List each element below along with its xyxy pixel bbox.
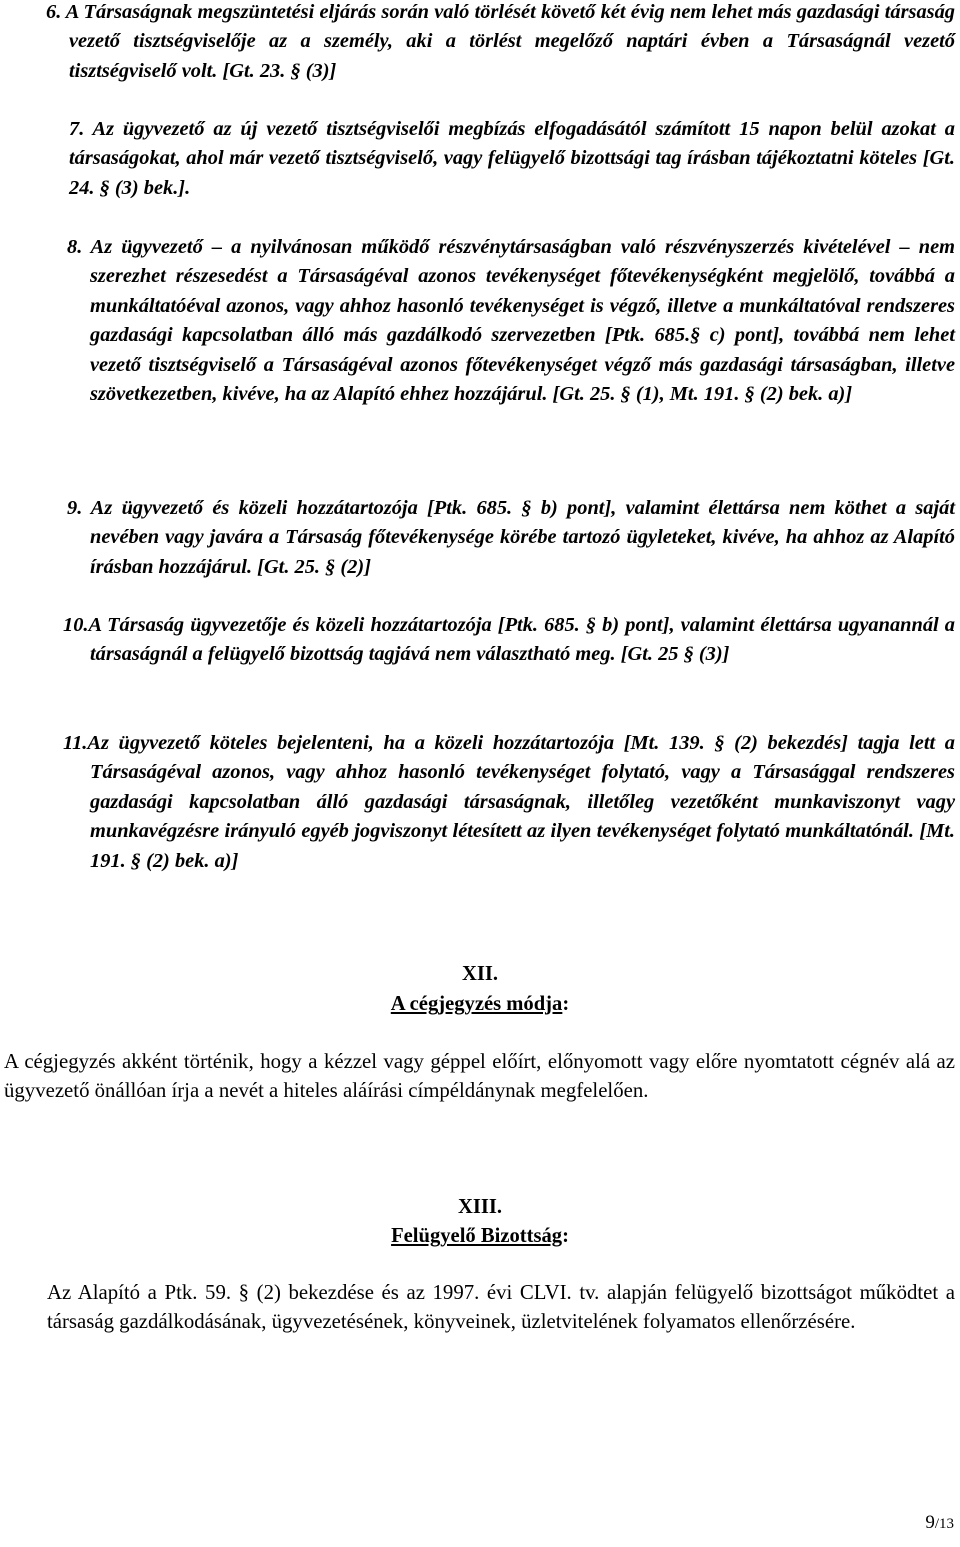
section-xii-title-text: A cégjegyzés módja [390, 993, 563, 1015]
section-xiii-colon: : [562, 1225, 569, 1247]
item-number: 11. [63, 732, 88, 754]
item-number [4, 1278, 47, 1307]
item-number: 6. [46, 1, 62, 23]
item-text: Az ügyvezető köteles bejelenteni, ha a közeli hozzátartozója [Mt. 139. § (2) bekezdés] tagja lett a Társaságéval azonos, vagy ahhoz hasonló tevékenységet folytató, vagy a Társasággal rendszeres gazdasági kapcsolatban álló gazdasági társaságnak, illetőleg vezetőként munkaviszonyt vagy munkavégzésre irányuló egyéb jogviszonyt létesített az ilyen tevékenységet folytató munkáltatónál. [Mt. 191. § (2) bek. a)] [87, 732, 955, 872]
item-text: Az ügyvezető az új vezető tisztségviselői megbízás elfogadásától számított 15 napon belül azokat a társaságokat, ahol már vezető tisztségviselő, vagy felügyelő bizottsági tag írásban tájékoztatni köteles [Gt. 24. § (3) bek.]. [69, 118, 955, 199]
item-text: Az ügyvezető és közeli hozzátartozója [Ptk. 685. § b) pont], valamint élettársa nem köthet a saját nevében vagy javára a Társaság főtevékenysége körébe tartozó ügyleteket, kivéve, ha ahhoz az Alapító írásban hozzájárul. [Gt. 25. § (2)] [90, 497, 955, 578]
item-number: 8. [67, 236, 83, 258]
list-item-7 [69, 115, 955, 203]
section-xii-number: XII. [461, 963, 499, 985]
list-item-11 [63, 729, 955, 876]
section-xii-body: A cégjegyzés akként történik, hogy a kézzel vagy géppel előírt, előnyomott vagy előre nyomtatott cégnév alá az ügyvezető önállóan írja a nevét a hiteles aláírási címpéldánynak megfelelően. [4, 1050, 955, 1103]
item-text: Az Alapító a Ptk. 59. § (2) bekezdése és az 1997. évi CLVI. tv. alapján felügyelő bizottságot működtet a társaság gazdálkodásának, ügyvezetésének, könyveinek, üzletvitelének folyamatos ellenőrzésére. [47, 1281, 955, 1334]
item-text: A Társaság ügyvezetője és közeli hozzátartozója [Ptk. 685. § b) pont], valamint élettársa ugyanannál a társaságnál a felügyelő bizottság tagjává nem választható meg. [Gt. 25 § (3)] [88, 614, 955, 666]
section-xii-colon: : [562, 993, 570, 1015]
section-xiii-title-text: Felügyelő Bizottság [391, 1225, 563, 1247]
list-item-9 [67, 494, 955, 582]
item-text: A Társaságnak megszüntetési eljárás során való törlését követő két évig nem lehet más gazdasági társaság vezető tisztségviselője az a személy, aki a törlést megelőző naptári évben a Társaságnál vezető tisztségviselő volt. [Gt. 23. § (3)] [65, 1, 955, 82]
item-number: 7. [69, 118, 85, 140]
list-item-6 [46, 0, 955, 86]
list-item-10 [63, 611, 955, 670]
section-xiii-title [0, 1222, 960, 1251]
section-xiii-item-1 [47, 1278, 955, 1337]
section-xii-title [0, 990, 960, 1019]
item-number: 9. [67, 497, 83, 519]
list-item-8 [67, 233, 956, 409]
page-number: 9/13 [925, 1512, 954, 1533]
item-text: Az ügyvezető – a nyilvánosan működő részvénytársaságban való részvényszerzés kivételével – nem szerezhet részesedést a Társaságéval azonos tevékenységet főtevékenységként megjelölő, továbbá a munkáltatóéval azonos, vagy ahhoz hasonló tevékenységet is végző, illetve a munkáltatóval rendszeres gazdasági kapcsolatban álló más gazdálkodó szervezetben [Ptk. 685.§ c) pont], továbbá nem lehet vezető tisztségviselő a Társaságéval azonos főtevékenységet végző más gazdasági társaságban, illetve szövetkezetben, kivéve, ha az Alapító ehhez hozzájárul. [Gt. 25. § (1), Mt. 191. § (2) bek. a)] [90, 236, 956, 406]
section-xiii-number: XIII. [457, 1196, 503, 1218]
item-number: 10. [63, 614, 89, 636]
